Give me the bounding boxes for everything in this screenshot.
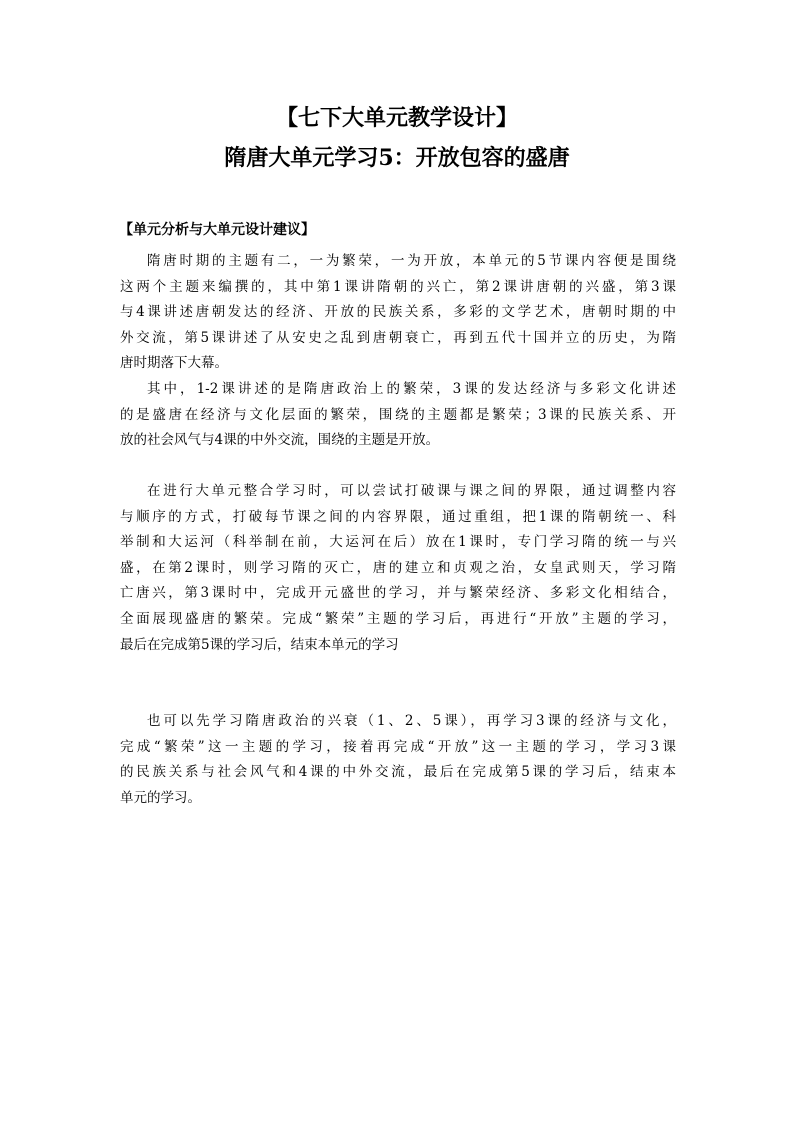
paragraph-3: [120, 479, 676, 658]
paragraph-line: 完成“繁荣”这一主题的学习，接着再完成“开放”这一主题的学习，学习3课: [120, 738, 676, 755]
paragraph-1: [120, 249, 676, 377]
section-heading: 【单元分析与大单元设计建议】: [119, 222, 315, 238]
paragraph-line: 单元的学习。: [120, 789, 201, 806]
paragraph-line: 这两个主题来编撰的，其中第1课讲隋朝的兴亡，第2课讲唐朝的兴盛，第3课: [120, 278, 676, 295]
paragraph-line: 在进行大单元整合学习时，可以尝试打破课与课之间的界限，通过调整内容: [147, 483, 676, 499]
paragraph-line: 亡唐兴，第3课时中，完成开元盛世的学习，并与繁荣经济、多彩文化相结合，: [120, 585, 676, 602]
paragraph-line: 放的社会风气与4课的中外交流，围绕的主题是开放。: [120, 432, 440, 449]
paragraph-line: 其中，1-2课讲述的是隋唐政治上的繁荣，3课的发达经济与多彩文化讲述: [147, 381, 676, 397]
paragraph-line: 唐时期落下大幕。: [120, 355, 228, 372]
document-subtitle: 隋唐大单元学习5：开放包容的盛唐: [224, 145, 570, 171]
paragraph-line: 举制和大运河（科举制在前，大运河在后）放在1课时，专门学习隋的统一与兴: [120, 534, 676, 551]
paragraph-line: 隋唐时期的主题有二，一为繁荣，一为开放，本单元的5节课内容便是围绕: [147, 253, 676, 269]
document-title: 【七下大单元教学设计】: [275, 105, 518, 131]
paragraph-line: 的民族关系与社会风气和4课的中外交流，最后在完成第5课的学习后，结束本: [120, 764, 676, 781]
paragraph-line: 外交流，第5课讲述了从安史之乱到唐朝衰亡，再到五代十国并立的历史，为隋: [120, 329, 676, 346]
paragraph-line: 也可以先学习隋唐政治的兴衰（1、2、5课），再学习3课的经济与文化，: [147, 713, 676, 729]
paragraph-4: [120, 709, 676, 811]
paragraph-2: [120, 377, 676, 454]
paragraph-line: 最后在完成第5课的学习后，结束本单元的学习: [120, 636, 399, 653]
paragraph-line: 的是盛唐在经济与文化层面的繁荣，围绕的主题都是繁荣；3课的民族关系、开: [120, 406, 676, 423]
paragraph-line: 与4课讲述唐朝发达的经济、开放的民族关系，多彩的文学艺术，唐朝时期的中: [120, 304, 676, 321]
paragraph-line: 全面展现盛唐的繁荣。完成“繁荣”主题的学习后，再进行“开放”主题的学习，: [120, 610, 676, 627]
paragraph-line: 盛，在第2课时，则学习隋的灭亡，唐的建立和贞观之治，女皇武则天，学习隋: [120, 559, 676, 576]
paragraph-line: 与顺序的方式，打破每节课之间的内容界限，通过重组，把1课的隋朝统一、科: [120, 508, 676, 525]
